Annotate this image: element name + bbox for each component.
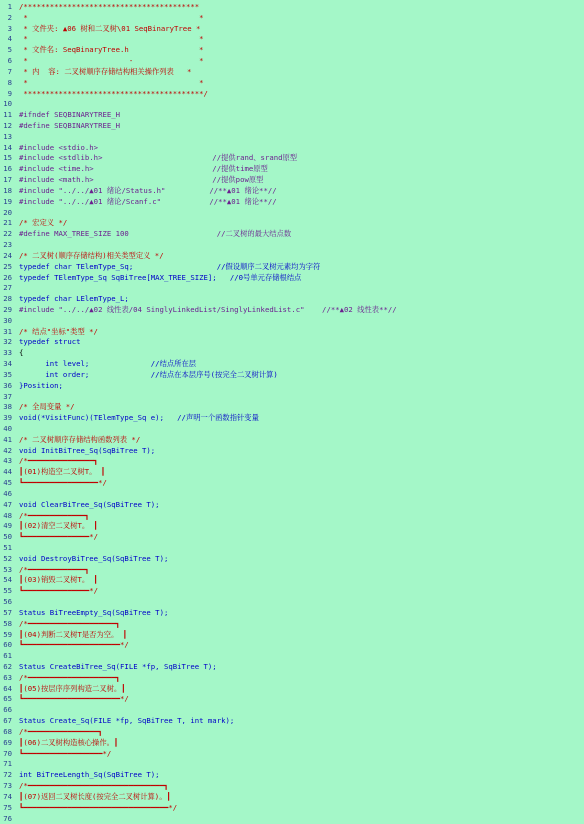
line-text: ┃(02)清空二叉树T。 ┃	[19, 521, 98, 532]
line-number: 36	[0, 381, 12, 392]
line-text: typedef char LElemType_L;	[19, 294, 129, 305]
code-line	[0, 640, 584, 651]
line-text: /* 结点"坐标"类型 */	[19, 327, 98, 338]
line-text: /****************************************	[19, 2, 199, 13]
line-number: 63	[0, 673, 12, 684]
line-text: /*━━━━━━━━━━━━━┓	[19, 511, 89, 522]
code-line	[0, 99, 584, 110]
line-number: 4	[0, 34, 12, 45]
line-text: typedef char TElemType_Sq; //假设顺序二叉树元素均为字符	[19, 262, 320, 273]
code-line	[0, 489, 584, 500]
line-number: 20	[0, 208, 12, 219]
line-number: 34	[0, 359, 12, 370]
code-line	[0, 781, 584, 792]
line-number: 5	[0, 45, 12, 56]
code-line	[0, 792, 584, 803]
line-number: 49	[0, 521, 12, 532]
line-number: 9	[0, 89, 12, 100]
code-line	[0, 164, 584, 175]
code-line	[0, 673, 584, 684]
line-text: *****************************************/	[19, 89, 208, 100]
code-line	[0, 218, 584, 229]
line-number: 42	[0, 446, 12, 457]
line-text: ┗━━━━━━━━━━━━━━━━━*/	[19, 478, 107, 489]
code-line	[0, 586, 584, 597]
line-number: 31	[0, 327, 12, 338]
line-number: 44	[0, 467, 12, 478]
line-number: 70	[0, 749, 12, 760]
code-line	[0, 521, 584, 532]
line-number: 12	[0, 121, 12, 132]
line-text: ┃(04)判断二叉树T是否为空。 ┃	[19, 630, 127, 641]
line-number: 19	[0, 197, 12, 208]
line-text: /* 二叉树顺序存储结构函数列表 */	[19, 435, 140, 446]
code-line	[0, 478, 584, 489]
code-line	[0, 348, 584, 359]
line-number: 43	[0, 456, 12, 467]
line-number: 24	[0, 251, 12, 262]
code-line	[0, 24, 584, 35]
line-text: typedef struct	[19, 337, 81, 348]
line-number: 28	[0, 294, 12, 305]
line-number: 60	[0, 640, 12, 651]
line-number: 14	[0, 143, 12, 154]
line-number: 32	[0, 337, 12, 348]
line-text: void DestroyBiTree_Sq(SqBiTree T);	[19, 554, 168, 565]
code-line	[0, 392, 584, 403]
line-text: #define MAX_TREE_SIZE 100 //二叉树的最大结点数	[19, 229, 291, 240]
line-number: 38	[0, 402, 12, 413]
line-number: 22	[0, 229, 12, 240]
code-line	[0, 153, 584, 164]
line-number: 55	[0, 586, 12, 597]
line-number: 46	[0, 489, 12, 500]
line-number: 74	[0, 792, 12, 803]
line-number: 65	[0, 694, 12, 705]
line-text: {	[19, 348, 23, 359]
line-text: * 文件夹: ▲06 树和二叉树\01 SeqBinaryTree *	[19, 24, 200, 35]
line-number: 3	[0, 24, 12, 35]
line-text: #ifndef SEQBINARYTREE_H	[19, 110, 120, 121]
code-line	[0, 413, 584, 424]
code-line	[0, 619, 584, 630]
code-line	[0, 575, 584, 586]
line-number: 26	[0, 273, 12, 284]
line-text: #include <stdlib.h> //提供rand、srand原型	[19, 153, 297, 164]
line-number: 40	[0, 424, 12, 435]
code-line	[0, 565, 584, 576]
line-text: ┗━━━━━━━━━━━━━━━━━━━━━━*/	[19, 694, 129, 705]
line-number: 41	[0, 435, 12, 446]
code-line	[0, 337, 584, 348]
line-text: ┗━━━━━━━━━━━━━━━━━━*/	[19, 749, 111, 760]
line-number: 6	[0, 56, 12, 67]
line-text: * *	[19, 34, 204, 45]
line-text: /* 宏定义 */	[19, 218, 67, 229]
code-line	[0, 759, 584, 770]
line-number: 67	[0, 716, 12, 727]
code-line	[0, 424, 584, 435]
line-number: 16	[0, 164, 12, 175]
line-number: 66	[0, 705, 12, 716]
line-number: 56	[0, 597, 12, 608]
code-line	[0, 597, 584, 608]
line-text: ┗━━━━━━━━━━━━━━━*/	[19, 532, 98, 543]
line-number: 21	[0, 218, 12, 229]
code-line	[0, 132, 584, 143]
line-text: int BiTreeLength_Sq(SqBiTree T);	[19, 770, 160, 781]
line-text: /*━━━━━━━━━━━━━━━┓	[19, 456, 98, 467]
line-number: 57	[0, 608, 12, 619]
line-number: 39	[0, 413, 12, 424]
line-text: #define SEQBINARYTREE_H	[19, 121, 120, 132]
code-line	[0, 727, 584, 738]
line-text: Status BiTreeEmpty_Sq(SqBiTree T);	[19, 608, 168, 619]
code-line	[0, 45, 584, 56]
line-text: /*━━━━━━━━━━━━━┓	[19, 565, 89, 576]
code-line	[0, 684, 584, 695]
code-line	[0, 694, 584, 705]
line-number: 72	[0, 770, 12, 781]
code-line	[0, 316, 584, 327]
line-text: ┗━━━━━━━━━━━━━━━*/	[19, 586, 98, 597]
line-text: ┃(01)构造空二叉树T。 ┃	[19, 467, 105, 478]
line-number: 62	[0, 662, 12, 673]
line-text: ┃(03)销毁二叉树T。 ┃	[19, 575, 98, 586]
line-number: 15	[0, 153, 12, 164]
code-line	[0, 446, 584, 457]
code-line	[0, 143, 584, 154]
line-number: 52	[0, 554, 12, 565]
code-line	[0, 208, 584, 219]
line-number: 58	[0, 619, 12, 630]
code-line	[0, 705, 584, 716]
code-line	[0, 467, 584, 478]
line-text: }Position;	[19, 381, 63, 392]
code-line	[0, 110, 584, 121]
line-text: ┗━━━━━━━━━━━━━━━━━━━━━━━━━━━━━━━━━*/	[19, 803, 177, 814]
line-text: int level; //结点所在层	[19, 359, 196, 370]
line-number: 13	[0, 132, 12, 143]
line-number: 75	[0, 803, 12, 814]
code-line	[0, 78, 584, 89]
line-text: #include <stdio.h>	[19, 143, 98, 154]
code-line	[0, 814, 584, 824]
code-line	[0, 251, 584, 262]
line-number: 76	[0, 814, 12, 824]
line-text: #include "../../▲02 线性表/04 SinglyLinkedList/SinglyLinkedList.c" //**▲02 线性表**//	[19, 305, 397, 316]
line-text: #include "../../▲01 绪论/Scanf.c" //**▲01 绪论**//	[19, 197, 277, 208]
line-number: 27	[0, 283, 12, 294]
code-line	[0, 532, 584, 543]
code-line	[0, 89, 584, 100]
code-line	[0, 327, 584, 338]
code-line	[0, 229, 584, 240]
line-number: 59	[0, 630, 12, 641]
line-number: 11	[0, 110, 12, 121]
line-text: * 内 容: 二叉树顺序存储结构相关操作列表 *	[19, 67, 191, 78]
line-number: 35	[0, 370, 12, 381]
code-line	[0, 283, 584, 294]
line-text: #include <math.h> //提供pow原型	[19, 175, 263, 186]
code-line	[0, 197, 584, 208]
line-number: 2	[0, 13, 12, 24]
code-line	[0, 262, 584, 273]
line-text: * - *	[19, 56, 204, 67]
line-number: 18	[0, 186, 12, 197]
line-number: 54	[0, 575, 12, 586]
code-line	[0, 240, 584, 251]
code-line	[0, 381, 584, 392]
code-line	[0, 435, 584, 446]
code-line	[0, 608, 584, 619]
line-text: /*━━━━━━━━━━━━━━━━┓	[19, 727, 102, 738]
line-number: 47	[0, 500, 12, 511]
code-line	[0, 175, 584, 186]
line-text: /*━━━━━━━━━━━━━━━━━━━━┓	[19, 673, 120, 684]
code-line	[0, 34, 584, 45]
line-text: * 文件名: SeqBinaryTree.h *	[19, 45, 203, 56]
line-number: 69	[0, 738, 12, 749]
line-number: 51	[0, 543, 12, 554]
line-number: 64	[0, 684, 12, 695]
code-line	[0, 186, 584, 197]
line-text: typedef TElemType_Sq SqBiTree[MAX_TREE_SIZE]; //0号单元存储根结点	[19, 273, 301, 284]
code-line	[0, 543, 584, 554]
line-text: * *	[19, 78, 204, 89]
line-text: #include "../../▲01 绪论/Status.h" //**▲01 绪论**//	[19, 186, 277, 197]
line-number: 71	[0, 759, 12, 770]
line-text: void InitBiTree_Sq(SqBiTree T);	[19, 446, 155, 457]
code-line	[0, 456, 584, 467]
code-line	[0, 402, 584, 413]
line-number: 50	[0, 532, 12, 543]
line-text: int order; //结点在本层序号(按完全二叉树计算)	[19, 370, 278, 381]
code-line	[0, 56, 584, 67]
code-line	[0, 749, 584, 760]
line-text: #include <time.h> //提供time原型	[19, 164, 268, 175]
line-text: /*━━━━━━━━━━━━━━━━━━━━┓	[19, 619, 120, 630]
line-number: 10	[0, 99, 12, 110]
line-number: 37	[0, 392, 12, 403]
line-text: ┃(07)返回二叉树长度(按完全二叉树计算)。┃	[19, 792, 171, 803]
line-text: ┃(06)二叉树构造核心操作。┃	[19, 738, 118, 749]
code-line	[0, 13, 584, 24]
line-text: Status Create_Sq(FILE *fp, SqBiTree T, int mark);	[19, 716, 234, 727]
line-number: 68	[0, 727, 12, 738]
line-number: 73	[0, 781, 12, 792]
code-line	[0, 305, 584, 316]
line-text: Status CreateBiTree_Sq(FILE *fp, SqBiTree T);	[19, 662, 217, 673]
code-line	[0, 370, 584, 381]
line-number: 45	[0, 478, 12, 489]
line-number: 33	[0, 348, 12, 359]
code-line	[0, 554, 584, 565]
code-line	[0, 651, 584, 662]
code-line	[0, 67, 584, 78]
code-line	[0, 770, 584, 781]
code-line	[0, 273, 584, 284]
line-number: 25	[0, 262, 12, 273]
code-line	[0, 716, 584, 727]
code-line	[0, 738, 584, 749]
line-number: 1	[0, 2, 12, 13]
line-text: /* 二叉树(顺序存储结构)相关类型定义 */	[19, 251, 164, 262]
code-line	[0, 630, 584, 641]
line-text: void(*VisitFunc)(TElemType_Sq e); //声明一个函数指针变量	[19, 413, 259, 424]
line-text: ┃(05)按层序序列构造二叉树。┃	[19, 684, 126, 695]
code-line	[0, 294, 584, 305]
line-number: 23	[0, 240, 12, 251]
code-line	[0, 803, 584, 814]
line-number: 48	[0, 511, 12, 522]
line-number: 8	[0, 78, 12, 89]
code-line	[0, 662, 584, 673]
code-line	[0, 359, 584, 370]
line-number: 61	[0, 651, 12, 662]
line-number: 53	[0, 565, 12, 576]
line-text: ┗━━━━━━━━━━━━━━━━━━━━━━*/	[19, 640, 129, 651]
line-text: * *	[19, 13, 204, 24]
code-line	[0, 2, 584, 13]
code-line	[0, 121, 584, 132]
line-number: 17	[0, 175, 12, 186]
line-number: 30	[0, 316, 12, 327]
line-number: 7	[0, 67, 12, 78]
line-text: void ClearBiTree_Sq(SqBiTree T);	[19, 500, 160, 511]
line-number: 29	[0, 305, 12, 316]
line-text: /* 全局变量 */	[19, 402, 75, 413]
line-text: /*━━━━━━━━━━━━━━━━━━━━━━━━━━━━━━━┓	[19, 781, 168, 792]
code-line	[0, 500, 584, 511]
code-line	[0, 511, 584, 522]
